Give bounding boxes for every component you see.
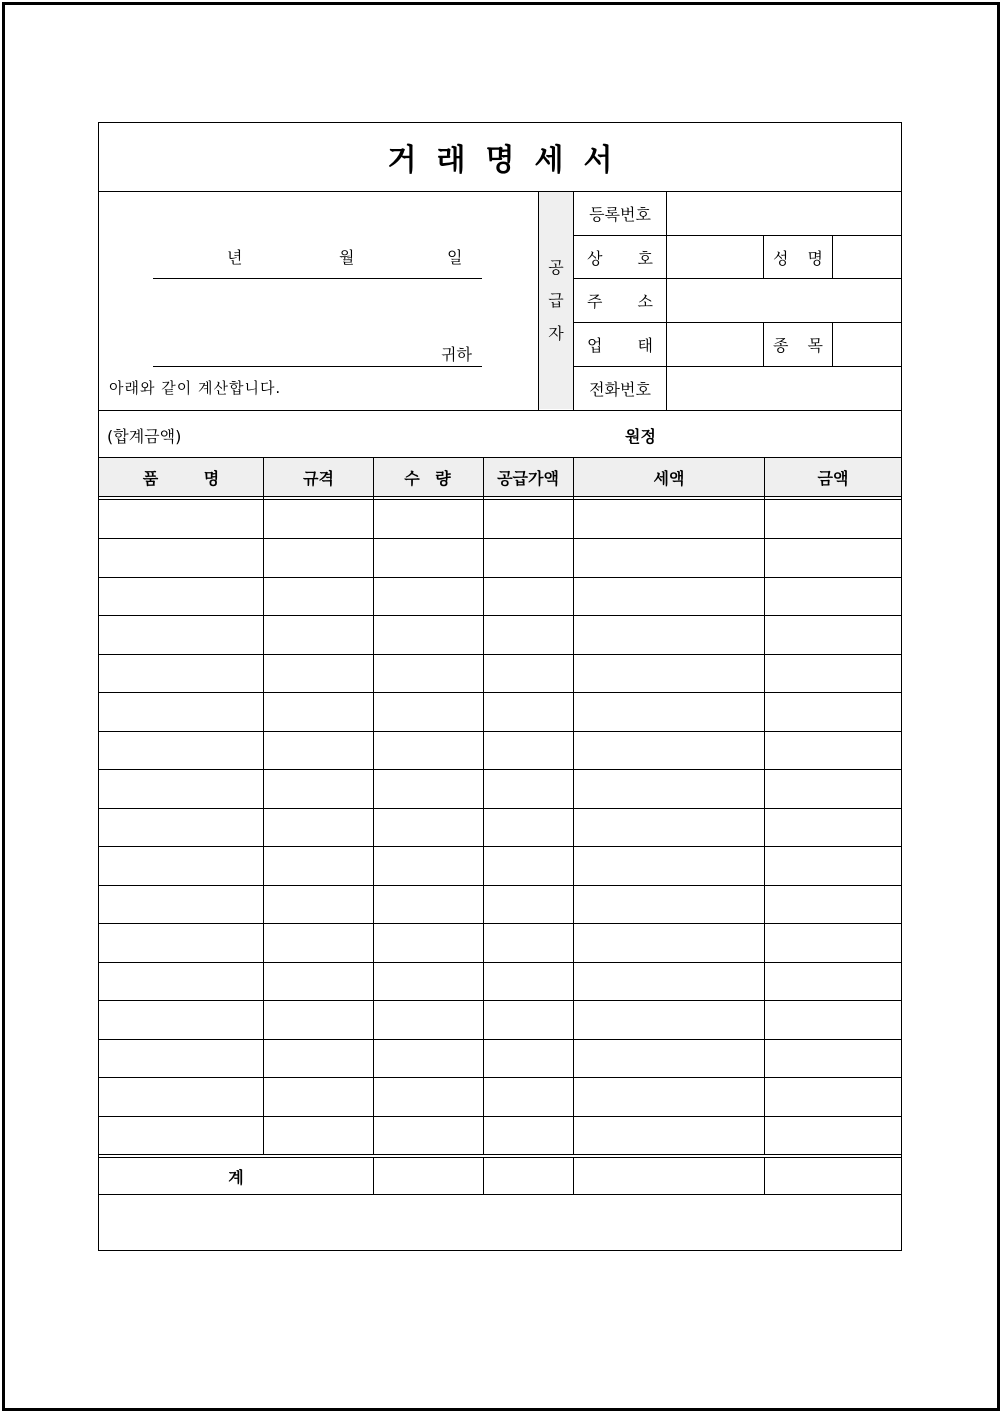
amount-cell[interactable]	[765, 769, 901, 807]
supply-value-cell[interactable]	[483, 923, 574, 961]
item-name-cell[interactable]	[99, 962, 264, 1000]
table-row	[99, 615, 901, 653]
supply-value-cell[interactable]	[483, 885, 574, 923]
spec-cell[interactable]	[264, 808, 373, 846]
business-item-label: 종 목	[773, 336, 823, 355]
supply-value-cell[interactable]	[483, 654, 574, 692]
item-name-cell[interactable]	[99, 769, 264, 807]
tax-cell[interactable]	[574, 1000, 765, 1038]
recipient-underline	[153, 366, 482, 367]
total-quantity-cell[interactable]	[374, 1158, 483, 1194]
quantity-cell[interactable]	[373, 769, 483, 807]
company-value[interactable]	[667, 236, 763, 278]
quantity-cell[interactable]	[373, 731, 483, 769]
quantity-cell[interactable]	[373, 808, 483, 846]
tax-cell[interactable]	[574, 1116, 765, 1154]
supply-value-cell[interactable]	[483, 1116, 574, 1154]
spec-cell[interactable]	[264, 731, 373, 769]
supply-value-cell[interactable]	[483, 1039, 574, 1077]
table-row	[99, 500, 901, 538]
tax-cell[interactable]	[574, 1077, 765, 1115]
supplier-section-label	[539, 192, 573, 409]
quantity-cell[interactable]	[373, 846, 483, 884]
tax-cell[interactable]	[574, 654, 765, 692]
item-name-cell[interactable]	[99, 1000, 264, 1038]
reg-no-value[interactable]	[667, 192, 901, 235]
supply-value-cell[interactable]	[483, 1000, 574, 1038]
spec-cell[interactable]	[264, 1077, 373, 1115]
item-name-cell[interactable]	[99, 1077, 264, 1115]
phone-value[interactable]	[667, 367, 901, 410]
transaction-statement-form	[98, 122, 902, 1251]
spec-cell[interactable]	[264, 615, 373, 653]
month-label: 월	[339, 248, 355, 267]
year-label: 년	[227, 248, 243, 267]
item-name-cell[interactable]	[99, 615, 264, 653]
col-header-amount: 금액	[817, 468, 849, 488]
company-label: 상 호	[587, 248, 653, 268]
amount-cell[interactable]	[765, 1000, 901, 1038]
item-name-cell[interactable]	[99, 500, 264, 538]
quantity-cell[interactable]	[373, 654, 483, 692]
table-row	[99, 923, 901, 961]
item-name-cell[interactable]	[99, 654, 264, 692]
spec-cell[interactable]	[264, 692, 373, 730]
supply-value-cell[interactable]	[483, 769, 574, 807]
item-name-cell[interactable]	[99, 1116, 264, 1154]
spec-cell[interactable]	[264, 500, 373, 538]
amount-cell[interactable]	[765, 615, 901, 653]
document-title: 거래명세서	[387, 143, 633, 178]
table-row	[99, 731, 901, 769]
spec-cell[interactable]	[264, 769, 373, 807]
amount-cell[interactable]	[765, 731, 901, 769]
business-type-value[interactable]	[667, 323, 763, 366]
spec-cell[interactable]	[264, 885, 373, 923]
col-header-spec: 규격	[303, 468, 334, 488]
supply-value-cell[interactable]	[483, 846, 574, 884]
tax-cell[interactable]	[574, 577, 765, 615]
item-name-cell[interactable]	[99, 538, 264, 576]
tax-cell[interactable]	[574, 769, 765, 807]
spec-cell[interactable]	[264, 1000, 373, 1038]
supplier-char-1: 공	[548, 258, 564, 277]
item-name-cell[interactable]	[99, 731, 264, 769]
recipient-suffix: 귀하	[441, 345, 472, 364]
day-label: 일	[447, 248, 463, 267]
amount-cell[interactable]	[765, 962, 901, 1000]
total-supply-value-cell[interactable]	[484, 1158, 573, 1194]
col-header-quantity: 수 량	[404, 468, 451, 488]
tax-cell[interactable]	[574, 1039, 765, 1077]
representative-value[interactable]	[833, 236, 901, 278]
amount-cell[interactable]	[765, 538, 901, 576]
reg-no-label: 등록번호	[589, 205, 651, 224]
table-row	[99, 808, 901, 846]
supply-value-cell[interactable]	[483, 615, 574, 653]
item-name-cell[interactable]	[99, 885, 264, 923]
total-amount-label: (합계금액)	[107, 427, 182, 446]
representative-label: 성 명	[773, 248, 823, 268]
tax-cell[interactable]	[574, 885, 765, 923]
statement-text: 아래와 같이 계산합니다.	[109, 379, 282, 397]
item-name-cell[interactable]	[99, 1039, 264, 1077]
supplier-char-3: 자	[548, 324, 564, 343]
amount-cell[interactable]	[765, 885, 901, 923]
supply-value-cell[interactable]	[483, 500, 574, 538]
table-row	[99, 769, 901, 807]
table-row	[99, 962, 901, 1000]
item-name-cell[interactable]	[99, 808, 264, 846]
total-amount-unit: 원정	[625, 427, 656, 446]
table-row	[99, 1077, 901, 1115]
col-header-supply-value: 공급가액	[497, 468, 559, 488]
spec-cell[interactable]	[264, 1116, 373, 1154]
table-row	[99, 577, 901, 615]
supply-value-cell[interactable]	[483, 692, 574, 730]
quantity-cell[interactable]	[373, 538, 483, 576]
supply-value-cell[interactable]	[483, 577, 574, 615]
table-row	[99, 538, 901, 576]
quantity-cell[interactable]	[373, 1116, 483, 1154]
spec-cell[interactable]	[264, 846, 373, 884]
quantity-cell[interactable]	[373, 1000, 483, 1038]
item-name-cell[interactable]	[99, 577, 264, 615]
spec-cell[interactable]	[264, 1039, 373, 1077]
quantity-cell[interactable]	[373, 923, 483, 961]
col-header-item-name: 품 명	[142, 468, 220, 488]
supplier-char-2: 급	[548, 291, 564, 310]
amount-cell[interactable]	[765, 1039, 901, 1077]
total-amount-cell[interactable]	[765, 1158, 901, 1194]
spec-cell[interactable]	[264, 654, 373, 692]
quantity-cell[interactable]	[373, 615, 483, 653]
amount-cell[interactable]	[765, 1077, 901, 1115]
supply-value-cell[interactable]	[483, 808, 574, 846]
supply-value-cell[interactable]	[483, 1077, 574, 1115]
tax-cell[interactable]	[574, 808, 765, 846]
supply-value-cell[interactable]	[483, 962, 574, 1000]
table-row	[99, 1116, 901, 1154]
spec-cell[interactable]	[264, 538, 373, 576]
table-row	[99, 846, 901, 884]
amount-cell[interactable]	[765, 808, 901, 846]
quantity-cell[interactable]	[373, 500, 483, 538]
tax-cell[interactable]	[574, 692, 765, 730]
tax-cell[interactable]	[574, 962, 765, 1000]
tax-cell[interactable]	[574, 923, 765, 961]
supply-value-cell[interactable]	[483, 538, 574, 576]
quantity-cell[interactable]	[373, 1039, 483, 1077]
table-row	[99, 654, 901, 692]
phone-label: 전화번호	[589, 380, 651, 399]
spec-cell[interactable]	[264, 577, 373, 615]
table-row	[99, 1039, 901, 1077]
amount-cell[interactable]	[765, 692, 901, 730]
amount-cell[interactable]	[765, 1116, 901, 1154]
table-row	[99, 885, 901, 923]
table-row	[99, 692, 901, 730]
business-type-label: 업 태	[587, 336, 653, 355]
total-tax-cell[interactable]	[574, 1158, 764, 1194]
spec-cell[interactable]	[264, 962, 373, 1000]
amount-cell[interactable]	[765, 923, 901, 961]
remarks-area[interactable]	[99, 1195, 901, 1250]
supply-value-cell[interactable]	[483, 731, 574, 769]
business-item-value[interactable]	[833, 323, 901, 366]
spec-cell[interactable]	[264, 923, 373, 961]
quantity-cell[interactable]	[373, 577, 483, 615]
quantity-cell[interactable]	[373, 692, 483, 730]
table-row	[99, 1000, 901, 1038]
address-label: 주 소	[587, 292, 653, 311]
item-name-cell[interactable]	[99, 692, 264, 730]
tax-cell[interactable]	[574, 538, 765, 576]
tax-cell[interactable]	[574, 615, 765, 653]
tax-cell[interactable]	[574, 731, 765, 769]
amount-cell[interactable]	[765, 577, 901, 615]
amount-cell[interactable]	[765, 846, 901, 884]
amount-cell[interactable]	[765, 500, 901, 538]
date-underline	[153, 278, 482, 279]
address-value[interactable]	[667, 279, 901, 322]
tax-cell[interactable]	[574, 500, 765, 538]
col-header-tax: 세액	[653, 468, 685, 488]
quantity-cell[interactable]	[373, 962, 483, 1000]
amount-cell[interactable]	[765, 654, 901, 692]
item-name-cell[interactable]	[99, 923, 264, 961]
quantity-cell[interactable]	[373, 1077, 483, 1115]
quantity-cell[interactable]	[373, 885, 483, 923]
total-row-label: 계	[228, 1167, 244, 1187]
item-name-cell[interactable]	[99, 846, 264, 884]
tax-cell[interactable]	[574, 846, 765, 884]
